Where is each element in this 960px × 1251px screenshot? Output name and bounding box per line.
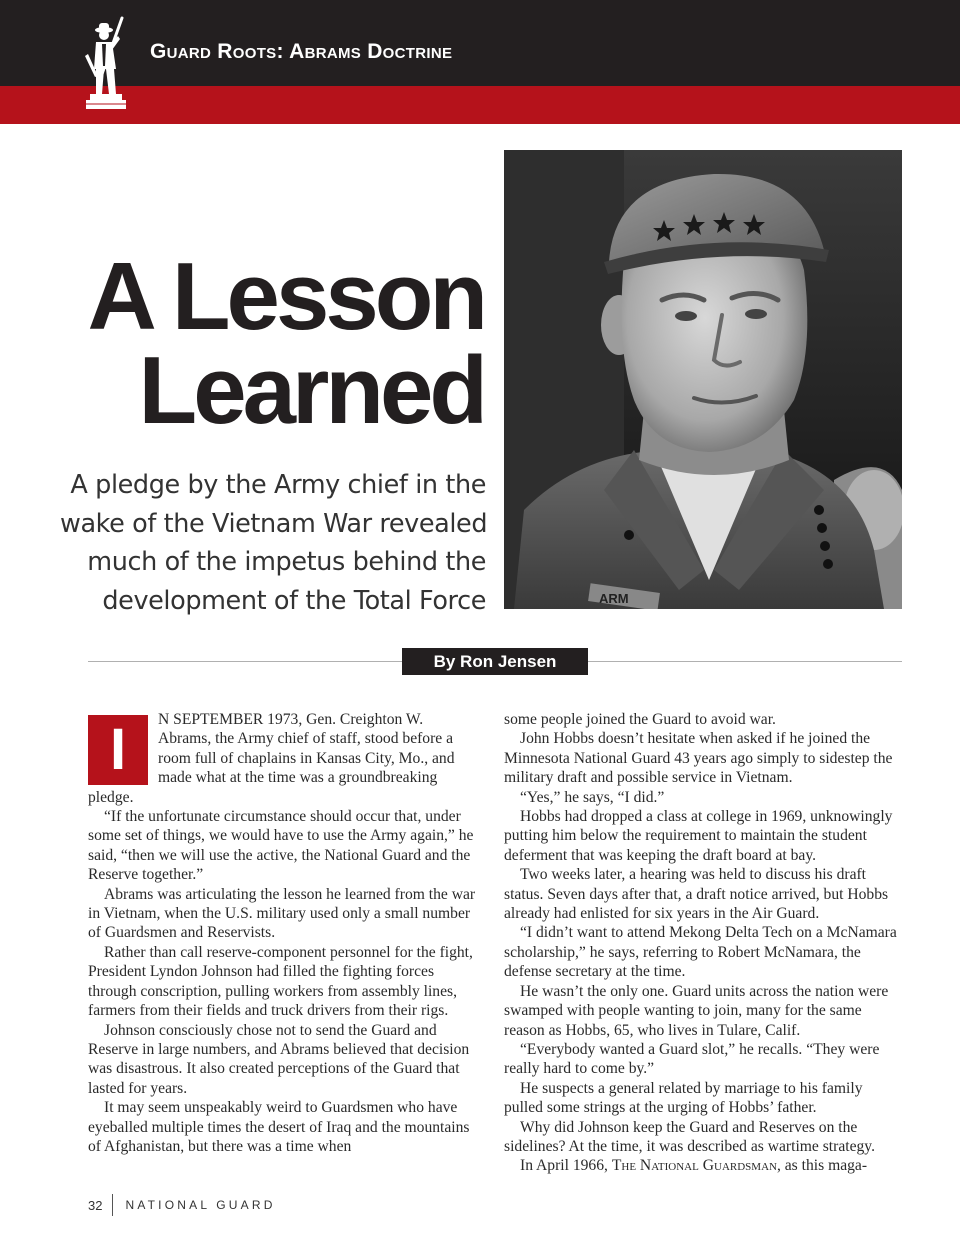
publication-name: The National Guardsman <box>611 1157 777 1175</box>
article-paragraph: He suspects a general related by marriage to his family pulled some strings at the urging of Hobbs’ father. <box>504 1079 863 1117</box>
footer-divider <box>112 1194 113 1216</box>
header-band <box>0 0 960 86</box>
article-paragraph: some people joined the Guard to avoid war. <box>504 711 776 728</box>
article-paragraph: John Hobbs doesn’t hesitate when asked if he joined the Minnesota National Guard 43 years ago simply to sidestep the military draft and possible service in Vietnam. <box>504 730 893 787</box>
page-footer <box>88 1194 276 1216</box>
article-paragraph: Abrams was articulating the lesson he learned from the war in Vietnam, when the U.S. military used only a small number of Guardsmen and Reservists. <box>88 885 476 942</box>
deck-line-2: wake of the Vietnam War revealed <box>60 508 488 539</box>
portrait-photo <box>504 150 902 609</box>
article-paragraph: “Everybody wanted a Guard slot,” he recalls. “They were really hard to come by.” <box>504 1040 880 1078</box>
article-paragraph: Rather than call reserve-component personnel for the fight, President Lyndon Johnson had filled the fighting forces through conscription, pulling workers from assembly lines, farmers from their fields and truck drivers from their rigs. <box>88 943 473 1020</box>
portrait-illustration <box>504 150 902 609</box>
name-tape-text: ARM <box>599 591 629 606</box>
article-paragraph: He wasn’t the only one. Guard units across the nation were swamped with people wanting to join, many for the same reason as Hobbs, 65, who lives in Tulare, Calif. <box>504 982 889 1039</box>
headline <box>60 243 484 444</box>
page-number: 32 <box>88 1197 103 1213</box>
article-paragraph: It may seem unspeakably weird to Guardsmen who have eyeballed multiple times the desert of Iraq and the mountains of Afghanistan, but there was a time when <box>88 1099 470 1155</box>
article-column-left <box>88 710 478 1156</box>
article-paragraph: Why did Johnson keep the Guard and Reserves on the sidelines? At the time, it was described as wartime strategy. <box>504 1118 875 1155</box>
drop-cap: I <box>88 715 148 785</box>
deck-line-1: A pledge by the Army chief in the <box>70 470 486 500</box>
section-title: Guard Roots: Abrams Doctrine <box>150 40 453 63</box>
byline: By Ron Jensen <box>402 648 588 675</box>
deck-subtitle <box>60 466 486 620</box>
article-paragraph: Two weeks later, a hearing was held to discuss his draft status. Seven days after that, a draft notice arrived, but Hobbs already had enlisted for six years in the Air Guard. <box>504 866 889 923</box>
magazine-name: NATIONAL GUARD <box>125 1198 276 1212</box>
deck-line-3: much of the impetus behind the <box>87 547 486 577</box>
headline-line-2: Learned <box>138 337 484 444</box>
article-paragraph: Johnson consciously chose not to send the Guard and Reserve in large numbers, and Abrams believed that decision was disastrous. It also created perceptions of the Guard that lasted for years. <box>88 1021 470 1097</box>
article-paragraph: In April 1966, The National Guardsman, as this maga- <box>520 1157 868 1175</box>
article-paragraph: “I didn’t want to attend Mekong Delta Tech on a McNamara scholarship,” he says, referring to Robert McNamara, the defense secretary at the time. <box>504 924 897 981</box>
headline-line-1: A Lesson <box>87 243 484 350</box>
article-paragraph: “If the unfortunate circumstance should occur that, under some set of things, we would have to use the Army again,” he said, “then we will use the active, the National Guard and the Reserve together.” <box>88 808 474 884</box>
article-paragraph: “Yes,” he says, “I did.” <box>520 788 665 806</box>
header-accent-band <box>0 86 960 124</box>
deck-line-4: development of the Total Force <box>102 585 486 616</box>
article-column-right <box>504 710 902 1176</box>
minuteman-statue-icon <box>80 14 140 114</box>
article-paragraph: Hobbs had dropped a class at college in 1969, unknowingly putting him below the requirement to maintain the student deferment that was keeping the draft board at bay. <box>504 808 893 864</box>
article-paragraph: I N SEPTEMBER 1973, Gen. Creighton W. Abrams, the Army chief of staff, stood before a room full of chaplains in Kansas City, Mo., and made what at the time was a groundbreaking pledge. <box>88 711 455 806</box>
